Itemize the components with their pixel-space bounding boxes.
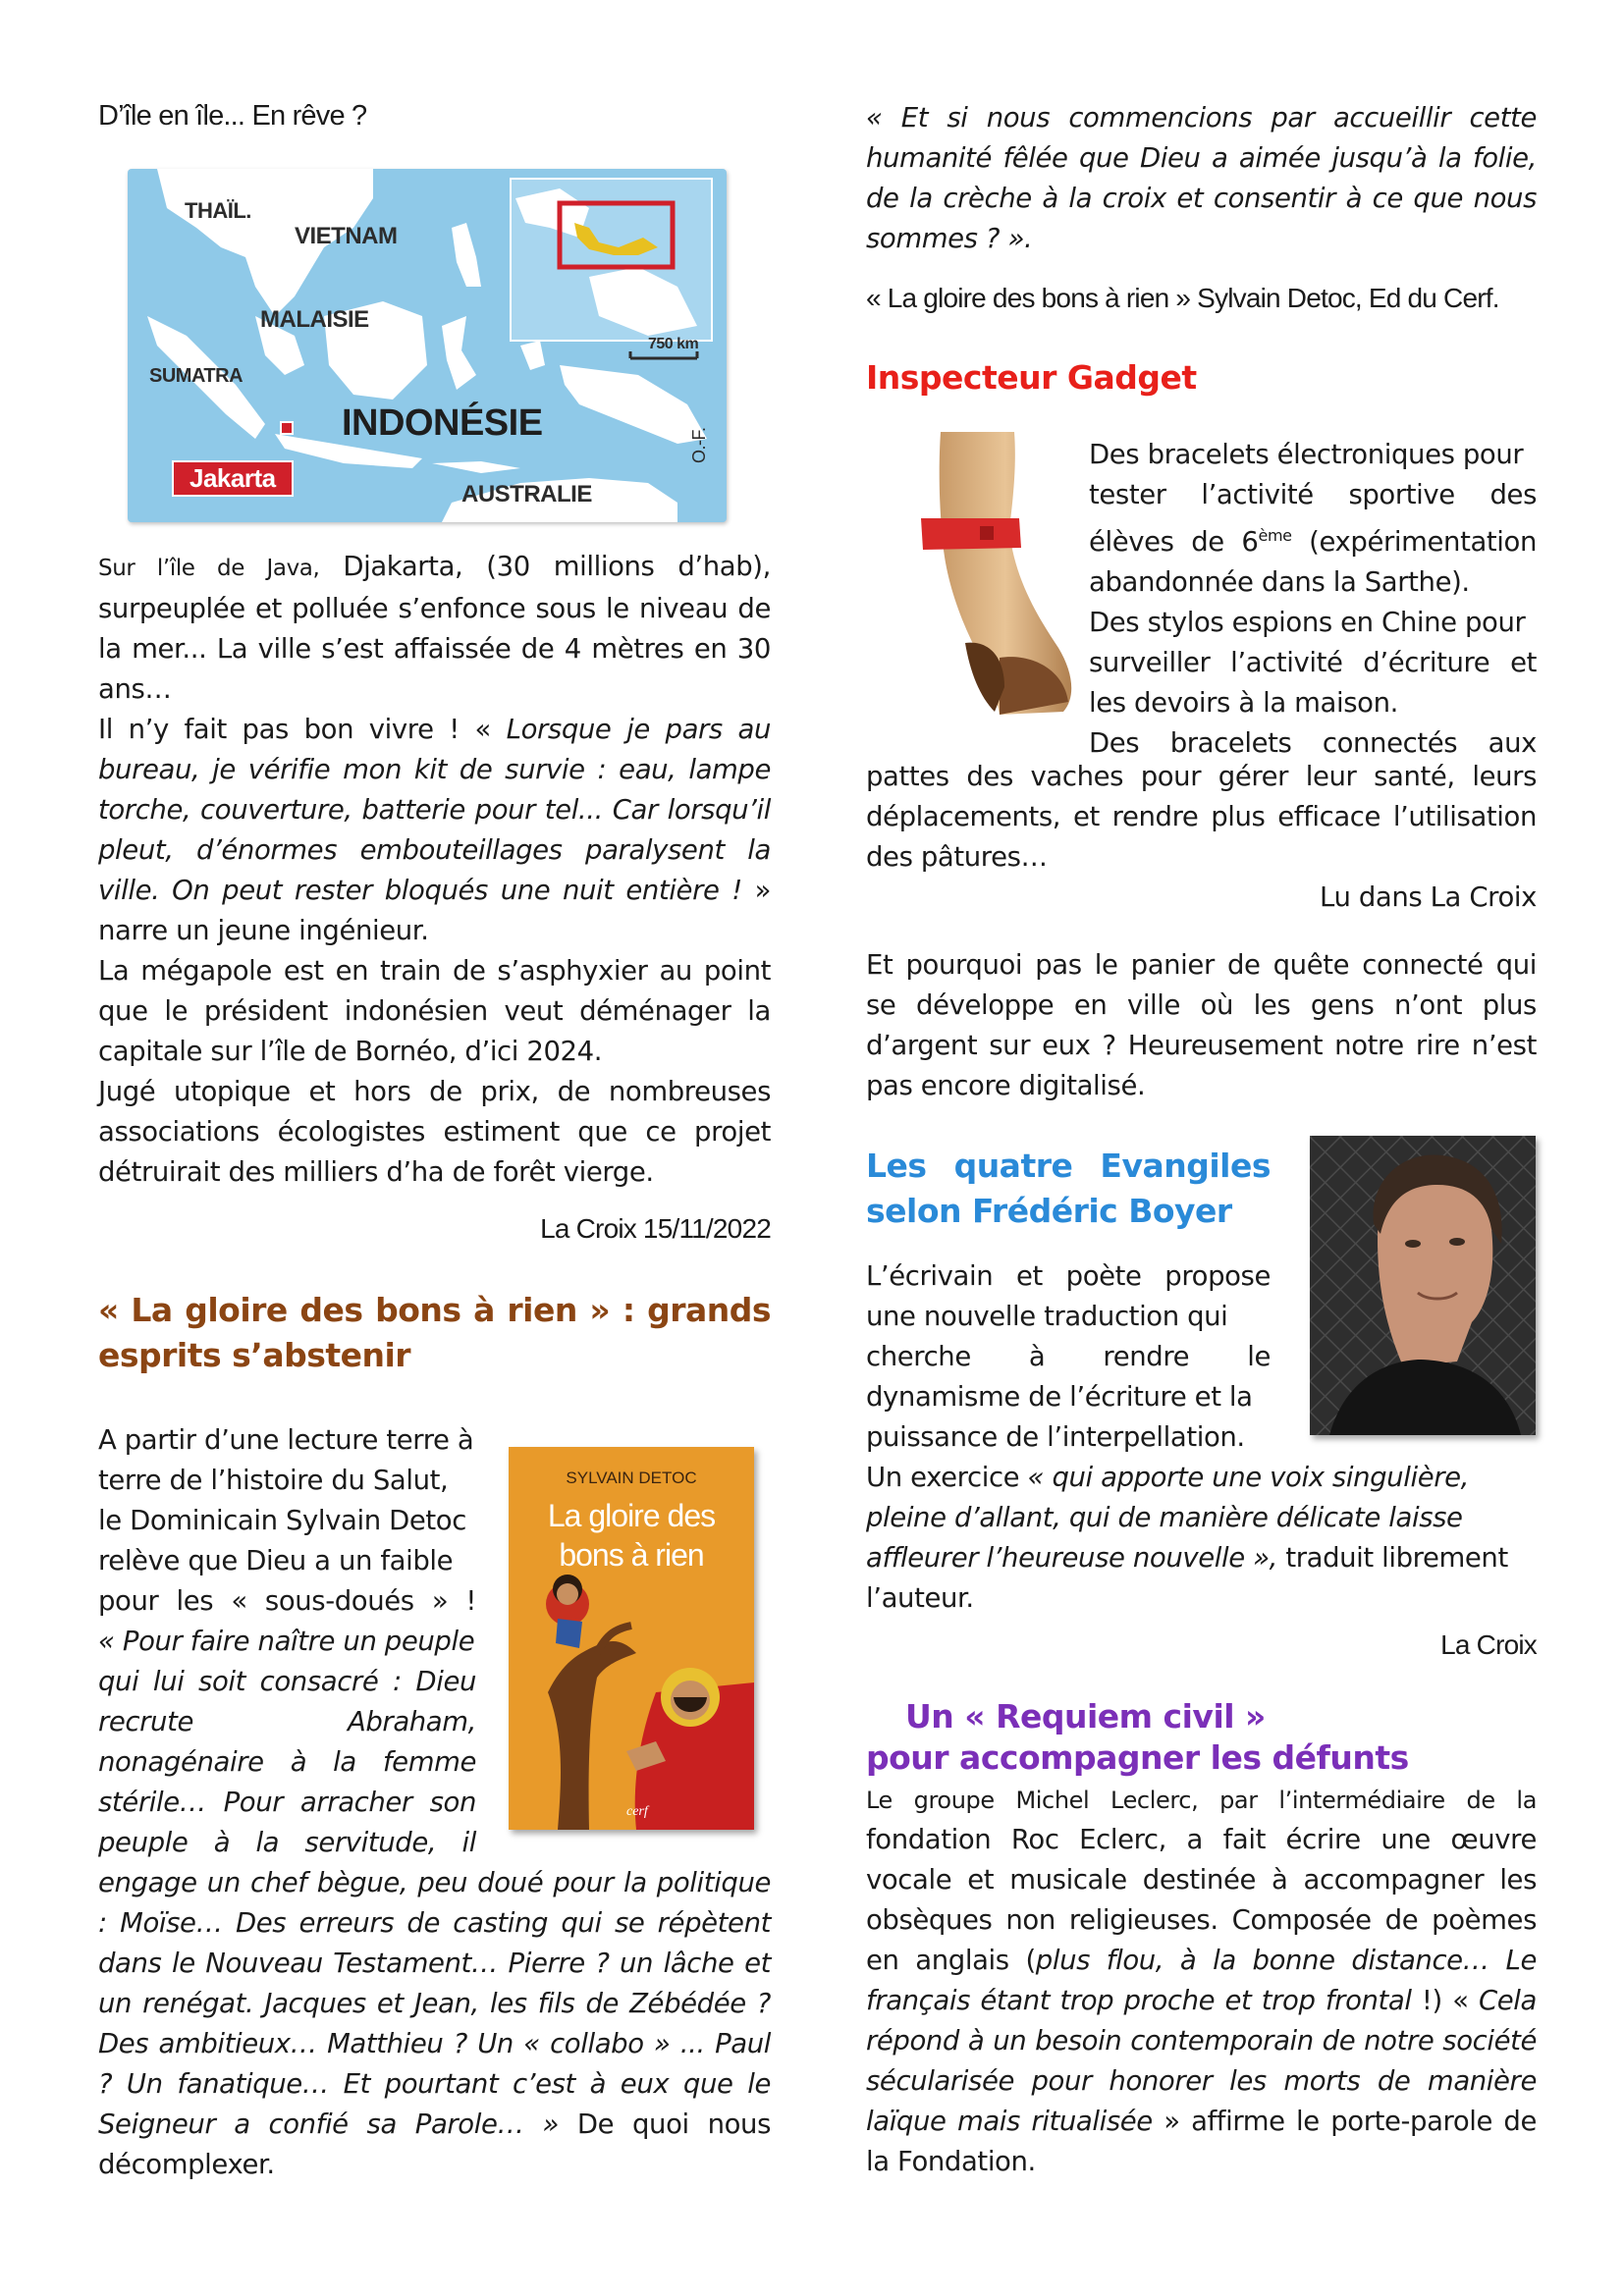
gloire-rest bbox=[98, 1863, 771, 2185]
book-illustration-icon bbox=[509, 1447, 754, 1830]
java-p1-b: Djakarta, (30 millions d’hab), surpeuplée et polluée s’enfonce sous le niveau de la mer... La ville s’est affaissée de 4 mètres en 30 ans… bbox=[98, 551, 771, 705]
evangiles-line-3: cherche à rendre le bbox=[866, 1341, 1271, 1372]
portrait-frederic-boyer bbox=[1310, 1136, 1536, 1435]
map-scale-label: 750 km bbox=[648, 336, 699, 352]
gadget-line-1: Des bracelets électroniques pour bbox=[1089, 439, 1524, 470]
map-label-australie: AUSTRALIE bbox=[461, 481, 592, 507]
evangiles-rest-b: traduit librement l’auteur. bbox=[866, 1542, 1508, 1614]
java-article bbox=[98, 547, 771, 1193]
gadget-line-7: les devoirs à la maison. bbox=[1089, 687, 1398, 720]
evangiles-line-2: une nouvelle traduction qui bbox=[866, 1301, 1228, 1332]
evangiles-source: La Croix bbox=[1440, 1629, 1537, 1660]
gloire-italic-1: « Pour faire naître un peuple bbox=[98, 1626, 475, 1657]
book-title-2: bons à rien bbox=[559, 1537, 704, 1573]
gloire-line-2: terre de l’histoire du Salut, bbox=[98, 1465, 449, 1496]
map-label-jakarta: Jakarta bbox=[172, 460, 294, 497]
requiem-title-1: Un « Requiem civil » bbox=[905, 1697, 1266, 1735]
evangiles-title-2: selon Frédéric Boyer bbox=[866, 1192, 1232, 1230]
evangiles-rest bbox=[866, 1458, 1537, 1619]
gloire-rest-plain: De quoi nous décomplexer. bbox=[98, 2109, 771, 2180]
requiem-i2: Cela répond à un besoin contemporain de notre société sécularisée pour honorer les morts de manière laïque mais ritualisée bbox=[866, 1985, 1538, 2137]
requiem-c: » affirme le porte-parole de la Fondation. bbox=[866, 2106, 1538, 2177]
requiem-body bbox=[866, 1820, 1537, 2182]
gadget-intro bbox=[1089, 435, 1537, 764]
requiem-i1: plus flou, à la bonne distance… Le français étant trop proche et trop frontal bbox=[866, 1945, 1537, 2016]
java-p2-quote: Lorsque je pars au bureau, je vérifie mon kit de survie : eau, lampe torche, couverture, batterie pour tel... Car lorsqu’il pleut, d’énormes embouteillages paralysent la ville. On peut rester bloqués une nuit entière ! bbox=[98, 714, 772, 906]
java-p2-b: » narre un jeune ingénieur. bbox=[98, 875, 771, 946]
map-label-malaisie: MALAISIE bbox=[260, 306, 369, 333]
gadget-line-8: Des bracelets connectés aux bbox=[1089, 727, 1537, 760]
indonesia-map bbox=[128, 169, 727, 522]
requiem-a: fondation Roc Eclerc, a fait écrire une œuvre vocale et musicale destinée à accompagner les obsèques non religieuses. Composée de poèmes en anglais ( bbox=[866, 1824, 1537, 1976]
book-cover bbox=[509, 1447, 754, 1830]
gloire-italic-2: qui lui soit consacré : Dieu bbox=[98, 1666, 476, 1697]
map-credit: O.-F. bbox=[689, 427, 709, 463]
java-p2-a: Il n’y fait pas bon vivre ! « bbox=[98, 714, 491, 745]
gadget-source: Lu dans La Croix bbox=[1320, 881, 1537, 913]
java-source: La Croix 15/11/2022 bbox=[540, 1213, 771, 1244]
cow-leg-bracelet-icon bbox=[901, 432, 1083, 717]
evangiles-line-5: puissance de l’interpellation. bbox=[866, 1421, 1245, 1453]
evangiles-intro bbox=[866, 1256, 1271, 1458]
gloire-intro bbox=[98, 1420, 476, 1863]
map-label-vietnam: VIETNAM bbox=[295, 223, 398, 249]
evangiles-line-1: L’écrivain et poète propose bbox=[866, 1260, 1271, 1292]
gloire-italic-5: stérile… Pour arracher son bbox=[98, 1787, 476, 1818]
evangiles-rest-quote: « qui apporte une voix singulière, pleine d’allant, qui de manière délicate laisse affleurer l’heureuse nouvelle », bbox=[866, 1462, 1469, 1574]
gloire-line-5: pour les « sous-doués » ! bbox=[98, 1585, 476, 1617]
gloire-line-4: relève que Dieu a un faible bbox=[98, 1545, 454, 1576]
gloire-line-1: A partir d’une lecture terre à bbox=[98, 1424, 474, 1456]
gadget-rest: pattes des vaches pour gérer leur santé, leurs déplacements, et rendre plus efficace l’utilisation des pâtures… bbox=[866, 761, 1537, 873]
gloire-title: « La gloire des bons à rien » : grands esprits s’abstenir bbox=[98, 1291, 771, 1374]
book-author: SYLVAIN DETOC bbox=[566, 1468, 697, 1487]
gloire-italic-4: nonagénaire à la femme bbox=[98, 1746, 476, 1778]
detoc-quote-source: « La gloire des bons à rien » Sylvain Detoc, Ed du Cerf. bbox=[866, 283, 1499, 313]
panier-paragraph: Et pourquoi pas le panier de quête connecté qui se développe en ville où les gens n’ont plus d’argent sur eux ? Heureusement notre rire n’est pas encore digitalisé. bbox=[866, 949, 1537, 1101]
portrait-photo-icon bbox=[1310, 1136, 1536, 1435]
requiem-title-2: pour accompagner les défunts bbox=[866, 1738, 1409, 1777]
java-p3: La mégapole est en train de s’asphyxier au point que le président indonésien veut déménager la capitale sur l’île de Bornéo, d’ici 2024. bbox=[98, 955, 771, 1067]
java-p1-a: Sur l’île de Java, bbox=[98, 556, 320, 581]
gadget-line-4: abandonnée dans la Sarthe). bbox=[1089, 566, 1470, 599]
gadget-line-3: élèves de 6ème (expérimentation bbox=[1089, 526, 1537, 559]
gadget-title: Inspecteur Gadget bbox=[866, 358, 1197, 397]
evangiles-rest-a: Un exercice bbox=[866, 1462, 1020, 1493]
gloire-italic-6: peuple à la servitude, il bbox=[98, 1827, 476, 1858]
gadget-line-6: surveiller l’activité d’écriture et bbox=[1089, 647, 1537, 679]
gloire-italic-3: recrute Abraham, bbox=[98, 1706, 476, 1737]
requiem-first-line: Le groupe Michel Leclerc, par l’intermédiaire de la bbox=[866, 1787, 1537, 1814]
map-label-indonesie: INDONÉSIE bbox=[342, 402, 543, 444]
section-title-island: D’île en île... En rêve ? bbox=[98, 100, 367, 132]
evangiles-title-1: Les quatre Evangiles bbox=[866, 1147, 1271, 1185]
gloire-line-3: le Dominicain Sylvain Detoc bbox=[98, 1505, 466, 1536]
requiem-b: !) « bbox=[1411, 1985, 1469, 2016]
java-p4: Jugé utopique et hors de prix, de nombreuses associations écologistes estiment que ce projet détruirait des milliers d’ha de forêt vierge. bbox=[98, 1076, 771, 1188]
book-title-1: La gloire des bbox=[547, 1498, 716, 1533]
svg-text:cerf: cerf bbox=[626, 1804, 648, 1819]
gadget-line-5: Des stylos espions en Chine pour bbox=[1089, 607, 1526, 639]
gloire-rest-italic: engage un chef bègue, peu doué pour la politique : Moïse… Des erreurs de casting qui se répètent dans le Nouveau Testament… Pierre ? un lâche et un renégat. Jacques et Jean, les fils de Zébédée ? Des ambitieux… Matthieu ? Un « collabo » ... Paul ? Un fanatique… Et pourtant c’est à eux que le Seigneur a confié sa Parole… » bbox=[98, 1867, 771, 2140]
map-label-sumatra: SUMATRA bbox=[149, 365, 244, 387]
map-label-thailand: THAÏL. bbox=[185, 198, 251, 223]
evangiles-line-4: dynamisme de l’écriture et la bbox=[866, 1381, 1253, 1413]
detoc-quote: « Et si nous commencions par accueillir cette humanité fêlée que Dieu a aimée jusqu’à la folie, de la crèche à la croix et consentir à ce que nous sommes ? ». bbox=[866, 102, 1537, 254]
gadget-line-2: tester l’activité sportive des bbox=[1089, 479, 1537, 510]
